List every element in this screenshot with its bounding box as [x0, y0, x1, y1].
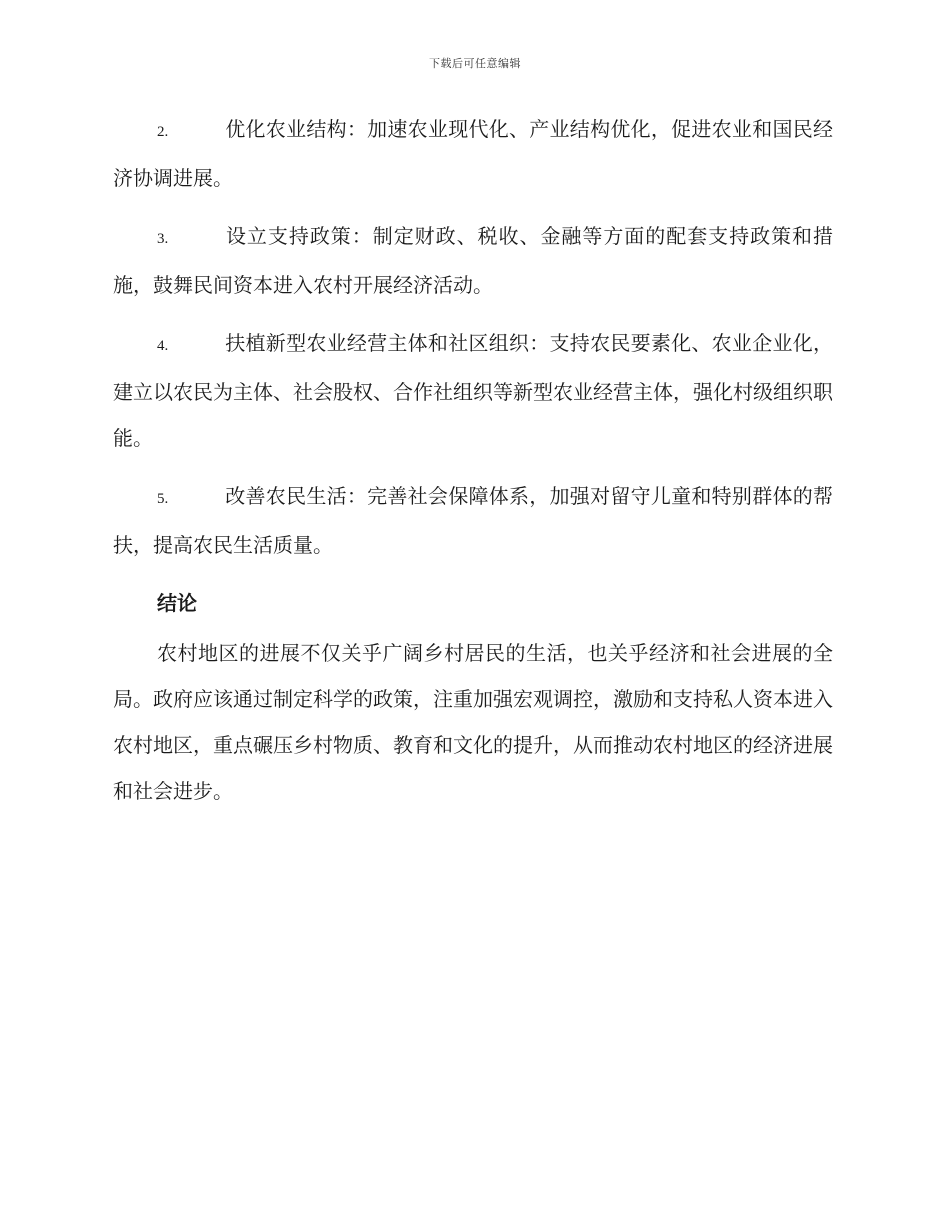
list-item — [113, 213, 833, 308]
list-item — [113, 473, 833, 568]
list-item-text: 扶植新型农业经营主体和社区组织：支持农民要素化、农业企业化，建立以农民为主体、社会股权、合作社组织等新型农业经营主体，强化村级组织职能。 — [113, 331, 833, 450]
list-item-number: 4. — [157, 338, 169, 354]
list-item-number: 3. — [157, 231, 169, 247]
list-item-text: 设立支持政策：制定财政、税收、金融等方面的配套支持政策和措施，鼓舞民间资本进入农村开展经济活动。 — [113, 224, 833, 297]
list-item-text: 优化农业结构：加速农业现代化、产业结构优化，促进农业和国民经济协调进展。 — [113, 117, 833, 190]
list-item — [113, 320, 833, 461]
conclusion-heading: 结论 — [157, 591, 197, 615]
list-item-number: 2. — [157, 124, 169, 140]
list-item — [113, 106, 833, 201]
document-body — [113, 106, 833, 814]
conclusion-paragraph: 农村地区的进展不仅关乎广阔乡村居民的生活，也关乎经济和社会进展的全局。政府应该通过制定科学的政策，注重加强宏观调控，激励和支持私人资本进入农村地区，重点碾压乡村物质、教育和文化的提升，从而推动农村地区的经济进展和社会进步。 — [113, 641, 833, 803]
list-item-number: 5. — [157, 491, 169, 507]
header-note: 下载后可任意编辑 — [429, 57, 521, 70]
list-item-text: 改善农民生活：完善社会保障体系，加强对留守儿童和特别群体的帮扶，提高农民生活质量。 — [113, 484, 833, 557]
